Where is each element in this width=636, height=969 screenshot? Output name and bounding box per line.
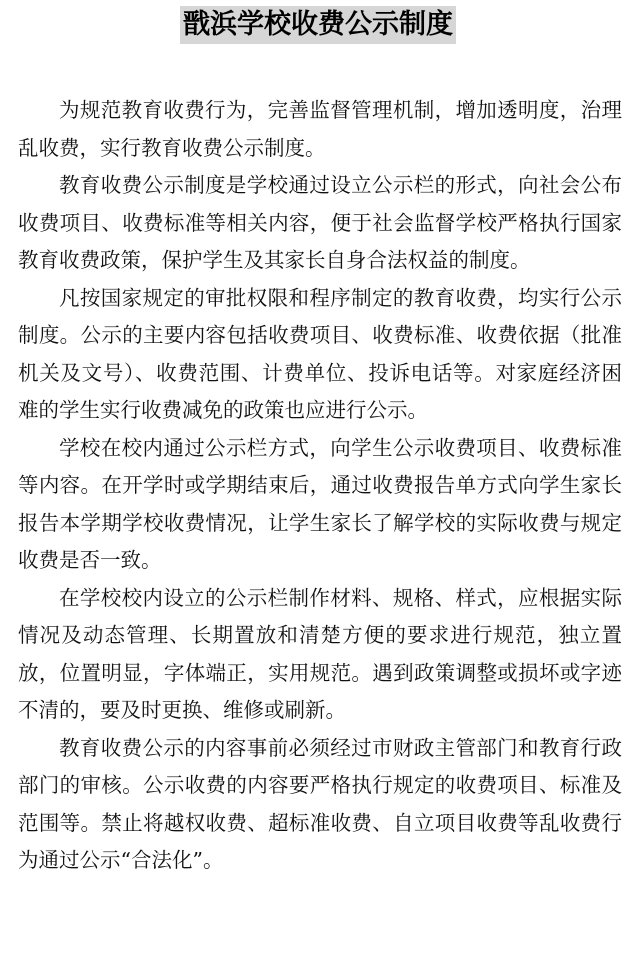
paragraph-3: 凡按国家规定的审批权限和程序制定的教育收费，均实行公示制度。公示的主要内容包括收费项目、收费标准、收费依据（批准机关及文号）、收费范围、计费单位、投诉电话等。对家庭经济困难的学生实行收费减免的政策也应进行公示。 xyxy=(18,285,622,422)
paragraph-1: 为规范教育收费行为，完善监督管理机制，增加透明度，治理乱收费，实行教育收费公示制度。 xyxy=(18,98,622,160)
paragraph-4: 学校在校内通过公示栏方式，向学生公示收费项目、收费标准等内容。在开学时或学期结束后，通过收费报告单方式向学生家长报告本学期学校收费情况，让学生家长了解学校的实际收费与规定收费是否一致。 xyxy=(18,435,622,572)
document-title: 戬浜学校收费公示制度 xyxy=(180,6,456,44)
document-body xyxy=(18,92,622,880)
paragraph-2: 教育收费公示制度是学校通过设立公示栏的形式，向社会公布收费项目、收费标准等相关内容，便于社会监督学校严格执行国家教育收费政策，保护学生及其家长自身合法权益的制度。 xyxy=(18,173,622,272)
paragraph-5: 在学校校内设立的公示栏制作材料、规格、样式，应根据实际情况及动态管理、长期置放和清楚方便的要求进行规范，独立置放，位置明显，字体端正，实用规范。遇到政策调整或损坏或字迹不清的，要及时更换、维修或刷新。 xyxy=(18,585,622,722)
paragraph-6: 教育收费公示的内容事前必须经过市财政主管部门和教育行政部门的审核。公示收费的内容要严格执行规定的收费项目、标准及范围等。禁止将越权收费、超标准收费、自立项目收费等乱收费行为通过公示“合法化”。 xyxy=(18,735,622,872)
title-container xyxy=(0,6,636,44)
